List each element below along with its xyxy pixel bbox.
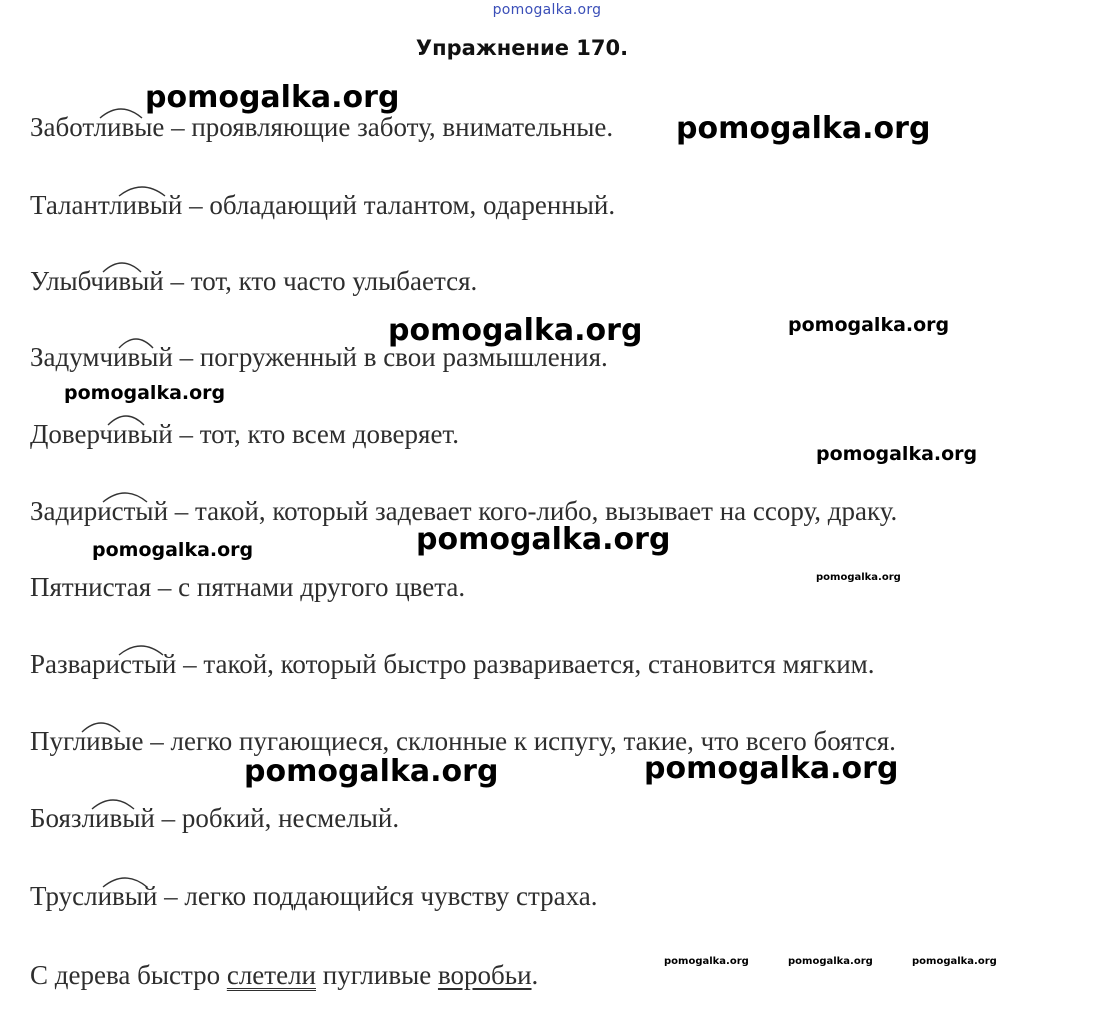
sentence-end: . bbox=[531, 960, 539, 990]
definition-text: – такой, который быстро разваривается, становится мягким. bbox=[176, 649, 875, 679]
watermark: pomogalka.org bbox=[788, 956, 873, 967]
predicate-word: слетели bbox=[226, 960, 316, 990]
watermark: pomogalka.org bbox=[64, 382, 226, 404]
analyzed-word: Улыбчивый bbox=[30, 266, 164, 296]
analyzed-word: Пятнистая bbox=[30, 572, 152, 602]
analyzed-word: Трусливый bbox=[30, 881, 158, 911]
exercise-title: Упражнение 170. bbox=[415, 36, 629, 60]
definition-line bbox=[30, 572, 465, 602]
watermark: pomogalka.org bbox=[244, 754, 499, 789]
watermark: pomogalka.org bbox=[388, 313, 643, 348]
subject-word: воробьи bbox=[437, 960, 532, 990]
analyzed-word: Задумчивый bbox=[30, 342, 173, 372]
definition-text: – обладающий талантом, одаренный. bbox=[182, 190, 616, 220]
definition-text: – тот, кто часто улыбается. bbox=[163, 266, 478, 296]
sentence-part: пугливые bbox=[316, 960, 438, 990]
watermark: pomogalka.org bbox=[145, 80, 400, 115]
analyzed-word: Разваристый bbox=[30, 649, 177, 679]
definition-text: – с пятнами другого цвета. bbox=[151, 572, 466, 602]
definition-line bbox=[30, 266, 477, 296]
analyzed-word: Заботливые bbox=[30, 112, 165, 142]
definition-line bbox=[30, 803, 399, 833]
definition-text: – легко пугающиеся, склонные к испугу, такие, что всего боятся. bbox=[143, 726, 896, 756]
definition-text: – такой, который задевает кого-либо, вызывает на ссору, драку. bbox=[168, 496, 898, 526]
watermark: pomogalka.org bbox=[676, 111, 931, 146]
definition-text: – робкий, несмелый. bbox=[154, 803, 400, 833]
analyzed-word: Пугливые bbox=[30, 726, 144, 756]
definition-text: – тот, кто всем доверяет. bbox=[172, 419, 459, 449]
analyzed-word: Боязливый bbox=[30, 803, 155, 833]
definition-text: – легко поддающийся чувству страха. bbox=[157, 881, 598, 911]
definition-text: – проявляющие заботу, внимательные. bbox=[164, 112, 614, 142]
definition-text: – погруженный в свои размышления. bbox=[172, 342, 608, 372]
definition-line bbox=[30, 190, 615, 220]
watermark: pomogalka.org bbox=[92, 539, 254, 561]
site-link[interactable]: pomogalka.org bbox=[492, 2, 602, 18]
analyzed-word: Талантливый bbox=[30, 190, 183, 220]
watermark: pomogalka.org bbox=[816, 572, 901, 583]
watermark: pomogalka.org bbox=[644, 751, 899, 786]
definition-line bbox=[30, 419, 459, 449]
definition-line bbox=[30, 881, 598, 911]
watermark: pomogalka.org bbox=[664, 956, 749, 967]
watermark: pomogalka.org bbox=[788, 314, 950, 336]
definition-line bbox=[30, 112, 613, 142]
watermark: pomogalka.org bbox=[912, 956, 997, 967]
analyzed-word: Доверчивый bbox=[30, 419, 173, 449]
watermark: pomogalka.org bbox=[816, 443, 978, 465]
analyzed-word: Задиристый bbox=[30, 496, 169, 526]
example-sentence bbox=[30, 960, 538, 990]
watermark: pomogalka.org bbox=[416, 522, 671, 557]
definition-line bbox=[30, 649, 874, 679]
sentence-part: С дерева быстро bbox=[30, 960, 227, 990]
